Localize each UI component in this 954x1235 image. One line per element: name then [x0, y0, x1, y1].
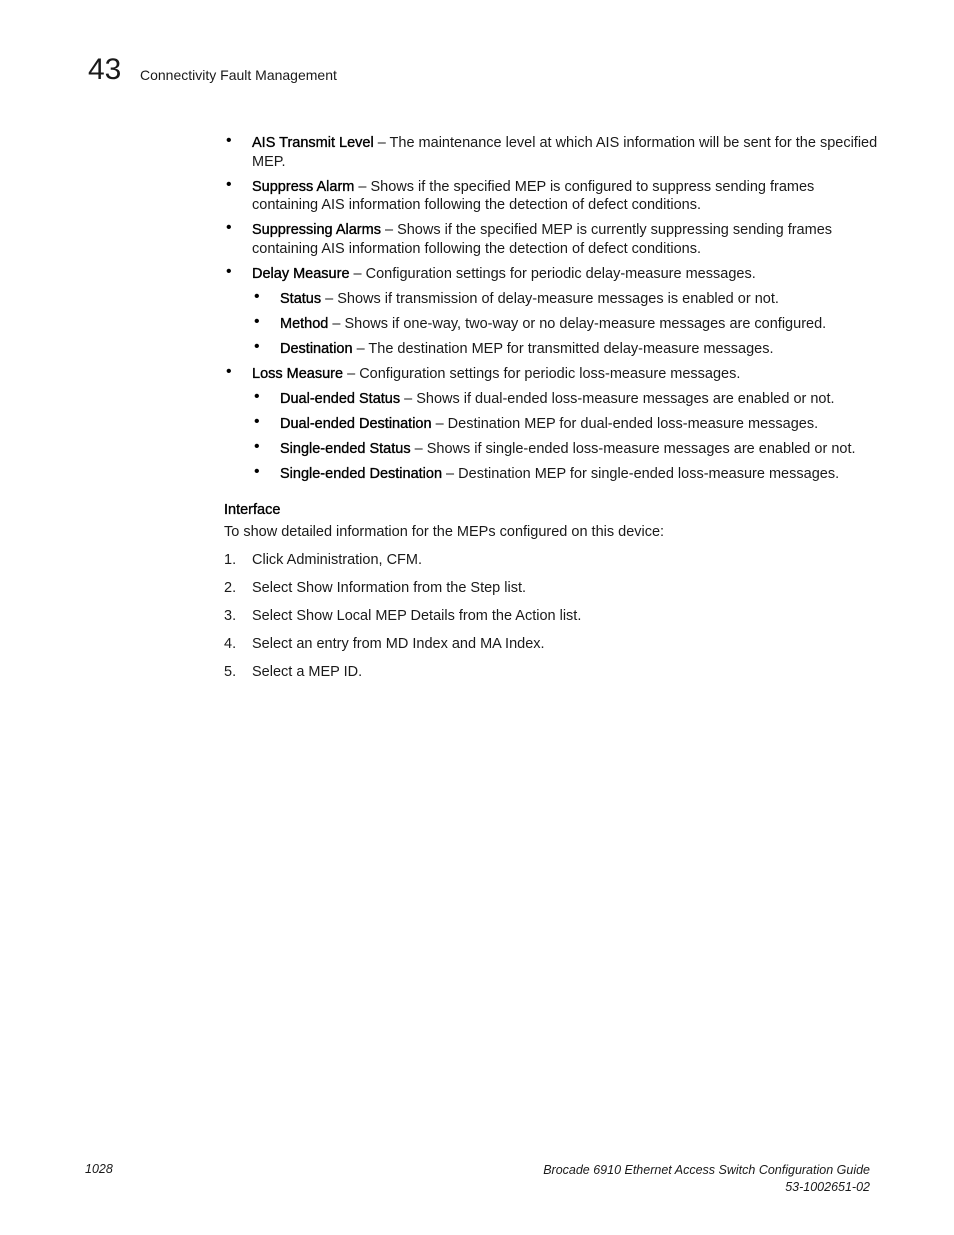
doc-number: 53-1002651-02	[785, 1180, 870, 1194]
sub-list-item	[252, 315, 884, 334]
field-list	[224, 134, 884, 483]
page-number: 1028	[85, 1162, 113, 1176]
list-item	[224, 178, 884, 215]
item-term: Single-ended Status	[280, 440, 411, 457]
item-text: – Shows if one-way, two-way or no delay-measure messages are configured.	[328, 315, 827, 332]
item-text: – Configuration settings for periodic delay-measure messages.	[349, 265, 756, 282]
item-term: Dual-ended Status	[280, 390, 401, 407]
guide-title: Brocade 6910 Ethernet Access Switch Configuration Guide	[543, 1163, 870, 1177]
step-text: Select Show Local MEP Details from the Action list.	[252, 607, 582, 624]
sub-list-item	[252, 390, 884, 409]
item-term: AIS Transmit Level	[252, 135, 374, 151]
sub-list	[252, 390, 884, 484]
step-text: Select Show Information from the Step list.	[252, 579, 527, 596]
step-text: Select an entry from MD Index and MA Index.	[252, 635, 545, 652]
step-item	[224, 607, 884, 626]
list-item	[224, 134, 884, 171]
section-heading-interface: Interface	[224, 502, 281, 518]
footer-doc-info	[543, 1162, 870, 1196]
item-term: Delay Measure	[252, 265, 350, 282]
list-item	[224, 265, 884, 359]
section-intro: To show detailed information for the MEPs configured on this device:	[224, 523, 665, 540]
steps-list	[224, 551, 884, 682]
item-text: – The maintenance level at which AIS information will be sent for the specified MEP.	[252, 135, 878, 170]
item-term: Loss Measure	[252, 365, 344, 382]
item-text: – Shows if transmission of delay-measure messages is enabled or not.	[321, 290, 779, 307]
item-text: – Shows if the specified MEP is configured to suppress sending frames containing AIS information following the detection of defect conditions.	[252, 178, 815, 213]
step-item	[224, 663, 884, 682]
item-term: Method	[280, 315, 329, 332]
item-text: – The destination MEP for transmitted delay-measure messages.	[352, 340, 774, 357]
item-text: – Shows if dual-ended loss-measure messages are enabled or not.	[400, 390, 835, 407]
list-item	[224, 365, 884, 484]
item-text: – Shows if the specified MEP is currently suppressing sending frames containing AIS information following the detection of defect conditions.	[252, 222, 833, 257]
page-content	[224, 134, 884, 691]
sub-list-item	[252, 290, 884, 309]
step-number: 1.	[224, 551, 237, 568]
chapter-title: Connectivity Fault Management	[140, 67, 337, 83]
item-text: – Destination MEP for single-ended loss-measure messages.	[442, 465, 840, 482]
step-number: 2.	[224, 579, 237, 596]
item-term: Destination	[280, 340, 353, 357]
item-text: – Shows if single-ended loss-measure messages are enabled or not.	[410, 440, 856, 457]
step-item	[224, 551, 884, 570]
chapter-number: 43	[88, 53, 122, 86]
step-number: 3.	[224, 607, 237, 624]
item-term: Status	[280, 290, 322, 307]
sub-list-item	[252, 465, 884, 484]
item-term: Dual-ended Destination	[280, 415, 432, 432]
sub-list	[252, 290, 884, 359]
item-term: Suppressing Alarms	[252, 222, 381, 238]
item-term: Suppress Alarm	[252, 178, 355, 195]
step-number: 5.	[224, 663, 237, 680]
sub-list-item	[252, 340, 884, 359]
item-term: Single-ended Destination	[280, 465, 443, 482]
item-text: – Configuration settings for periodic loss-measure messages.	[343, 365, 741, 382]
sub-list-item	[252, 440, 884, 459]
item-text: – Destination MEP for dual-ended loss-measure messages.	[431, 415, 819, 432]
sub-list-item	[252, 415, 884, 434]
step-text: Click Administration, CFM.	[252, 551, 423, 568]
step-item	[224, 635, 884, 654]
list-item	[224, 221, 884, 258]
step-number: 4.	[224, 635, 237, 652]
step-item	[224, 579, 884, 598]
step-text: Select a MEP ID.	[252, 663, 363, 680]
